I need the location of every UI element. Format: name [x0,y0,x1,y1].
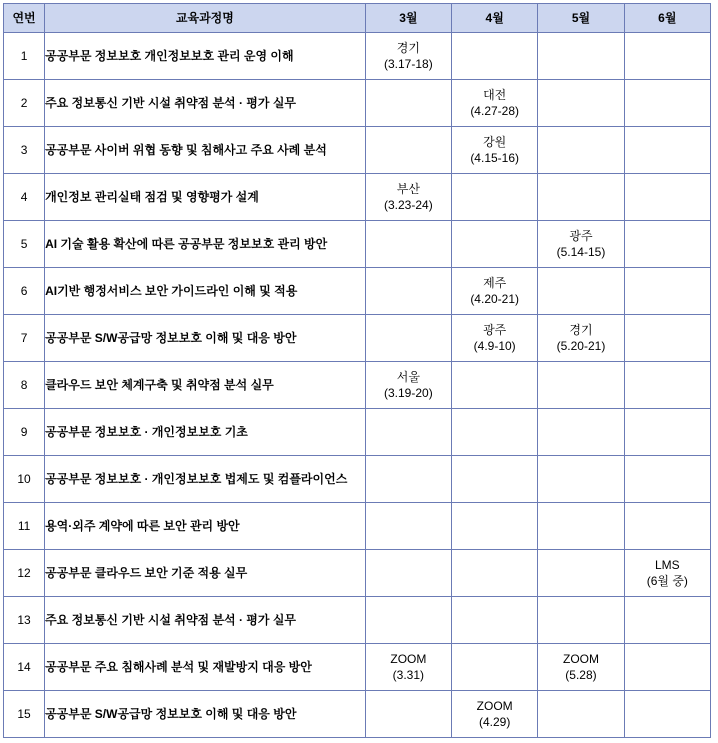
location-label: ZOOM [476,698,513,713]
table-row [4,456,711,503]
schedule-cell-april [452,644,538,691]
schedule-cell-june [624,691,710,738]
row-number: 15 [4,691,45,738]
table-row [4,644,711,691]
schedule-cell-may [538,80,624,127]
location-label: 광주 [483,322,507,337]
date-label: (5.20-21) [556,339,606,353]
schedule-cell-march [365,550,451,597]
schedule-cell-may [538,644,624,691]
schedule-cell-march [365,644,451,691]
row-number: 13 [4,597,45,644]
course-name: 개인정보 관리실태 점검 및 영향평가 설계 [45,174,366,221]
table-body [4,33,711,738]
schedule-cell-may [538,174,624,221]
row-number: 4 [4,174,45,221]
row-number: 7 [4,315,45,362]
schedule-cell-june [624,409,710,456]
column-header-may: 5월 [538,4,624,33]
date-label: (4.20-21) [470,292,520,306]
location-label: 서울 [396,369,420,384]
schedule-cell-june [624,550,710,597]
table-row [4,691,711,738]
table-row [4,550,711,597]
schedule-cell-june [624,268,710,315]
schedule-cell-april [452,33,538,80]
table-row [4,268,711,315]
row-number: 12 [4,550,45,597]
schedule-cell-may [538,127,624,174]
schedule-cell-april [452,315,538,362]
schedule-cell-march [365,597,451,644]
location-label: 경기 [396,40,420,55]
column-header-course-name: 교육과정명 [45,4,366,33]
row-number: 5 [4,221,45,268]
schedule-cell-march [365,362,451,409]
schedule-cell-april [452,456,538,503]
training-schedule-table [3,3,711,738]
column-header-march: 3월 [365,4,451,33]
schedule-cell-june [624,80,710,127]
schedule-cell-april [452,409,538,456]
schedule-cell-march [365,127,451,174]
schedule-cell-june [624,221,710,268]
schedule-cell-may [538,315,624,362]
schedule-cell-may [538,597,624,644]
schedule-cell-june [624,503,710,550]
schedule-cell-may [538,268,624,315]
location-label: 경기 [569,322,593,337]
table-header [4,4,711,33]
schedule-cell-april [452,503,538,550]
schedule-cell-june [624,33,710,80]
schedule-cell-april [452,268,538,315]
schedule-cell-april [452,221,538,268]
table-row [4,33,711,80]
schedule-cell-march [365,409,451,456]
schedule-cell-march [365,503,451,550]
row-number: 8 [4,362,45,409]
course-name: AI 기술 활용 확산에 따른 공공부문 정보보호 관리 방안 [45,221,366,268]
schedule-cell-may [538,362,624,409]
table-row [4,80,711,127]
date-label: (3.19-20) [384,386,433,400]
schedule-cell-march [365,174,451,221]
schedule-cell-march [365,315,451,362]
schedule-cell-april [452,550,538,597]
course-name: 클라우드 보안 체계구축 및 취약점 분석 실무 [45,362,366,409]
location-label: 광주 [569,228,593,243]
course-name: 용역·외주 계약에 따른 보안 관리 방안 [45,503,366,550]
schedule-cell-may [538,33,624,80]
schedule-cell-june [624,456,710,503]
schedule-cell-march [365,33,451,80]
table-row [4,221,711,268]
table-row [4,597,711,644]
schedule-cell-march [365,80,451,127]
column-header-june: 6월 [624,4,710,33]
schedule-cell-april [452,80,538,127]
schedule-cell-april [452,691,538,738]
location-label: 강원 [483,134,507,149]
course-name: 주요 정보통신 기반 시설 취약점 분석 · 평가 실무 [45,597,366,644]
table-row [4,315,711,362]
date-label: (3.31) [392,668,425,682]
schedule-cell-june [624,315,710,362]
date-label: (6월 중) [646,574,688,588]
course-name: 공공부문 S/W공급망 정보보호 이해 및 대응 방안 [45,691,366,738]
header-row [4,4,711,33]
date-label: (5.28) [565,668,597,682]
location-label: ZOOM [390,651,427,666]
date-label: (3.23-24) [384,198,433,212]
row-number: 3 [4,127,45,174]
schedule-cell-may [538,456,624,503]
schedule-cell-march [365,456,451,503]
date-label: (4.27-28) [470,104,520,118]
schedule-cell-april [452,597,538,644]
row-number: 1 [4,33,45,80]
course-name: AI기반 행정서비스 보안 가이드라인 이해 및 적용 [45,268,366,315]
row-number: 14 [4,644,45,691]
schedule-cell-march [365,268,451,315]
table-row [4,503,711,550]
course-name: 공공부문 주요 침해사례 분석 및 재발방지 대응 방안 [45,644,366,691]
schedule-cell-may [538,691,624,738]
schedule-cell-june [624,644,710,691]
course-name: 공공부문 클라우드 보안 기준 적용 실무 [45,550,366,597]
row-number: 9 [4,409,45,456]
row-number: 10 [4,456,45,503]
schedule-cell-june [624,362,710,409]
schedule-cell-may [538,409,624,456]
course-name: 주요 정보통신 기반 시설 취약점 분석 · 평가 실무 [45,80,366,127]
course-name: 공공부문 정보보호 · 개인정보보호 기초 [45,409,366,456]
date-label: (4.9-10) [473,339,516,353]
course-name: 공공부문 정보보호 개인정보보호 관리 운영 이해 [45,33,366,80]
date-label: (5.14-15) [556,245,606,259]
schedule-cell-april [452,127,538,174]
date-label: (3.17-18) [384,57,433,71]
schedule-cell-march [365,221,451,268]
schedule-cell-april [452,174,538,221]
course-name: 공공부문 사이버 위협 동향 및 침해사고 주요 사례 분석 [45,127,366,174]
schedule-cell-april [452,362,538,409]
table-row [4,409,711,456]
schedule-cell-may [538,550,624,597]
schedule-cell-may [538,503,624,550]
location-label: 제주 [483,275,507,290]
location-label: LMS [654,557,680,572]
location-label: 부산 [396,181,420,196]
table-row [4,174,711,221]
schedule-cell-march [365,691,451,738]
date-label: (4.15-16) [470,151,520,165]
table-row [4,362,711,409]
location-label: ZOOM [562,651,599,666]
schedule-cell-june [624,174,710,221]
row-number: 6 [4,268,45,315]
schedule-cell-may [538,221,624,268]
column-header-april: 4월 [452,4,538,33]
row-number: 11 [4,503,45,550]
date-label: (4.29) [478,715,511,729]
schedule-cell-june [624,597,710,644]
row-number: 2 [4,80,45,127]
schedule-cell-june [624,127,710,174]
column-header-no: 연번 [4,4,45,33]
course-name: 공공부문 S/W공급망 정보보호 이해 및 대응 방안 [45,315,366,362]
course-name: 공공부문 정보보호 · 개인정보보호 법제도 및 컴플라이언스 [45,456,366,503]
table-row [4,127,711,174]
location-label: 대전 [483,87,507,102]
